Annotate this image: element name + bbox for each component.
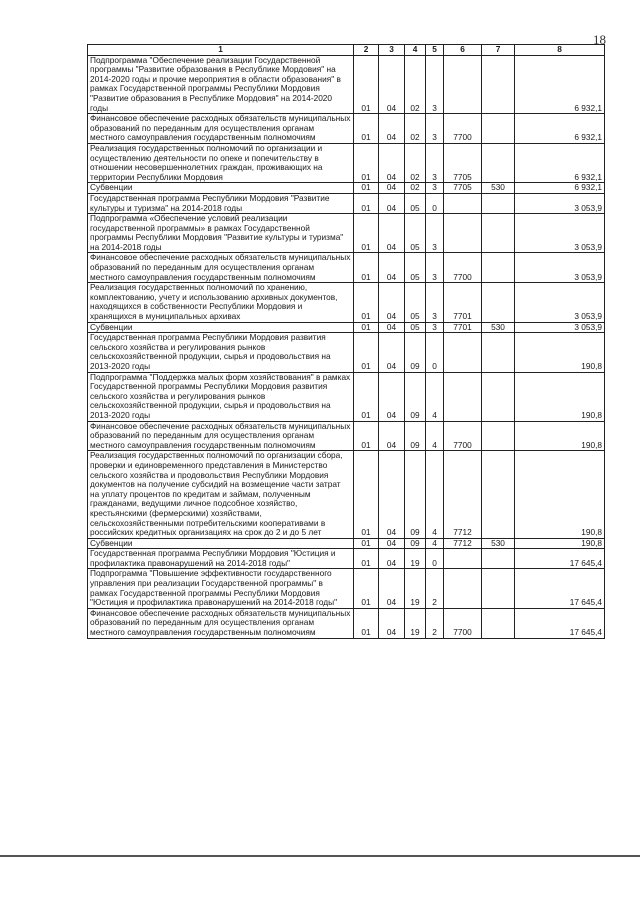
row-code-cell: 05 [405,214,426,253]
row-code-cell: 04 [379,608,405,638]
row-code-cell [444,333,482,372]
row-amount-cell: 190,8 [515,372,605,421]
row-code-cell: 0 [426,333,444,372]
row-code-cell: 01 [354,193,379,213]
row-code-cell: 04 [379,214,405,253]
table-row [88,372,605,421]
row-code-cell: 01 [354,451,379,538]
row-name-cell: Реализация государственных полномочий по организации сбора, проверки и единовременного представления в Министерство сельского хозяйства и продовольствия Республики Мордовия документов на получение субсидий на возмещение части затрат на уплату процентов по кредитам и займам, полученным гражданами, ведущими личное подсобное хозяйство, крестьянскими (фермерскими) хозяйствами, сельскохозяйственными потребительскими кооперативами в российских кредитных организациях на срок до 2 и до 5 лет [88,451,354,538]
row-code-cell: 05 [405,322,426,333]
row-code-cell: 01 [354,372,379,421]
row-amount-cell: 17 645,4 [515,569,605,608]
row-code-cell: 01 [354,253,379,283]
row-code-cell [482,421,515,451]
row-code-cell [482,569,515,608]
table-row [88,214,605,253]
row-code-cell: 7712 [444,538,482,549]
row-code-cell: 19 [405,569,426,608]
row-amount-cell: 17 645,4 [515,608,605,638]
row-code-cell: 04 [379,253,405,283]
row-code-cell: 02 [405,143,426,182]
row-code-cell: 3 [426,55,444,114]
column-header: 5 [426,45,444,56]
row-code-cell: 3 [426,253,444,283]
row-amount-cell: 190,8 [515,333,605,372]
row-amount-cell: 190,8 [515,451,605,538]
row-code-cell [444,549,482,569]
row-code-cell: 04 [379,538,405,549]
row-name-cell: Государственная программа Республики Мордовия развития сельского хозяйства и регулирования рынков сельскохозяйственной продукции, сырья и продовольствия на 2013-2020 годы [88,333,354,372]
row-name-cell: Финансовое обеспечение расходных обязательств муниципальных образований по переданным для осуществления органам местного самоуправления государственным полномочиям [88,421,354,451]
table-row [88,193,605,213]
row-code-cell: 09 [405,421,426,451]
column-header: 7 [482,45,515,56]
row-name-cell: Субвенции [88,183,354,194]
row-amount-cell: 3 053,9 [515,193,605,213]
row-code-cell: 2 [426,569,444,608]
row-amount-cell: 6 932,1 [515,55,605,114]
row-code-cell: 4 [426,421,444,451]
row-amount-cell: 190,8 [515,421,605,451]
row-code-cell [482,55,515,114]
row-code-cell: 530 [482,322,515,333]
row-code-cell: 05 [405,193,426,213]
row-code-cell [482,451,515,538]
row-code-cell [482,608,515,638]
row-code-cell [482,214,515,253]
budget-table [87,44,605,639]
row-name-cell: Подпрограмма "Обеспечение реализации Государственной программы "Развитие образования в Республике Мордовия" на 2014-2020 годы и прочие мероприятия в области образования" в рамках Государственной программы Республики Мордовия "Развитие образования в Республике Мордовия" на 2014-2020 годы [88,55,354,114]
row-code-cell [444,55,482,114]
row-code-cell [482,372,515,421]
row-code-cell: 3 [426,183,444,194]
column-header: 4 [405,45,426,56]
row-code-cell [444,193,482,213]
row-name-cell: Государственная программа Республики Мордовия "Развитие культуры и туризма" на 2014-2018 годы [88,193,354,213]
column-header: 2 [354,45,379,56]
column-header: 6 [444,45,482,56]
row-code-cell: 04 [379,372,405,421]
row-name-cell: Подпрограмма "Повышение эффективности государственного управления при реализации Государственной программы" в рамках Государственной программы Республики Мордовия "Юстиция и профилактика правонарушений на 2014-2018 годы" [88,569,354,608]
row-code-cell: 09 [405,451,426,538]
table-row [88,421,605,451]
row-code-cell: 09 [405,333,426,372]
table-row [88,114,605,144]
row-code-cell: 04 [379,451,405,538]
row-code-cell: 04 [379,421,405,451]
row-code-cell: 7700 [444,253,482,283]
row-code-cell: 7701 [444,283,482,322]
column-header: 3 [379,45,405,56]
row-code-cell: 04 [379,143,405,182]
row-amount-cell: 17 645,4 [515,549,605,569]
row-code-cell: 7705 [444,143,482,182]
row-amount-cell: 6 932,1 [515,143,605,182]
row-code-cell: 0 [426,193,444,213]
row-code-cell: 7701 [444,322,482,333]
row-code-cell: 04 [379,569,405,608]
row-code-cell: 04 [379,193,405,213]
page-number: 18 [593,32,606,47]
row-code-cell: 01 [354,283,379,322]
row-amount-cell: 3 053,9 [515,253,605,283]
table-row [88,143,605,182]
row-name-cell: Субвенции [88,322,354,333]
table-header-row [88,45,605,56]
row-code-cell: 04 [379,333,405,372]
row-code-cell [482,333,515,372]
row-code-cell: 0 [426,549,444,569]
row-name-cell: Финансовое обеспечение расходных обязательств муниципальных образований по переданным для осуществления органам местного самоуправления государственным полномочиям [88,608,354,638]
row-code-cell [482,253,515,283]
row-code-cell [482,283,515,322]
row-code-cell: 3 [426,214,444,253]
row-code-cell: 01 [354,55,379,114]
row-code-cell: 04 [379,322,405,333]
row-code-cell: 04 [379,549,405,569]
row-name-cell: Подпрограмма «Обеспечение условий реализации государственной программы» в рамках Государственной программы Республики Мордовия "Развитие культуры и туризма" на 2014-2018 годы [88,214,354,253]
row-code-cell: 01 [354,333,379,372]
column-header: 1 [88,45,354,56]
table-row [88,253,605,283]
row-code-cell: 01 [354,214,379,253]
row-code-cell: 4 [426,538,444,549]
row-name-cell: Реализация государственных полномочий по организации и осуществлению деятельности по опеке и попечительству в отношении несовершеннолетних граждан, проживающих на территории Республики Мордовия [88,143,354,182]
row-name-cell: Финансовое обеспечение расходных обязательств муниципальных образований по переданным для осуществления органам местного самоуправления государственным полномочиям [88,114,354,144]
row-code-cell: 01 [354,608,379,638]
row-code-cell: 04 [379,283,405,322]
row-amount-cell: 3 053,9 [515,283,605,322]
row-code-cell: 04 [379,55,405,114]
row-code-cell: 7712 [444,451,482,538]
table-row [88,549,605,569]
row-code-cell: 2 [426,608,444,638]
row-code-cell: 02 [405,55,426,114]
row-code-cell [444,214,482,253]
row-code-cell: 01 [354,322,379,333]
row-code-cell [482,143,515,182]
row-code-cell: 7700 [444,421,482,451]
row-code-cell [482,193,515,213]
row-name-cell: Подпрограмма "Поддержка малых форм хозяйствования" в рамках Государственной программы Республики Мордовия развития сельского хозяйства и регулирования рынков сельскохозяйственной продукции, сырья и продовольствия на 2013-2020 годы [88,372,354,421]
row-code-cell: 01 [354,538,379,549]
row-amount-cell: 6 932,1 [515,183,605,194]
row-code-cell: 01 [354,143,379,182]
row-code-cell: 01 [354,421,379,451]
row-code-cell: 05 [405,283,426,322]
row-code-cell: 3 [426,114,444,144]
table-row [88,451,605,538]
table-row [88,569,605,608]
row-code-cell: 7700 [444,114,482,144]
row-amount-cell: 3 053,9 [515,214,605,253]
row-code-cell [444,372,482,421]
row-code-cell: 01 [354,183,379,194]
row-amount-cell: 6 932,1 [515,114,605,144]
table-row [88,322,605,333]
row-code-cell: 02 [405,114,426,144]
row-code-cell: 04 [379,183,405,194]
row-name-cell: Государственная программа Республики Мордовия "Юстиция и профилактика правонарушений на 2014-2018 годы" [88,549,354,569]
row-amount-cell: 3 053,9 [515,322,605,333]
row-code-cell: 7705 [444,183,482,194]
row-code-cell: 05 [405,253,426,283]
table-row [88,538,605,549]
row-code-cell: 09 [405,538,426,549]
row-name-cell: Финансовое обеспечение расходных обязательств муниципальных образований по переданным для осуществления органам местного самоуправления государственным полномочиям [88,253,354,283]
row-code-cell: 19 [405,549,426,569]
row-code-cell [482,549,515,569]
row-code-cell [444,569,482,608]
table-row [88,183,605,194]
row-code-cell: 19 [405,608,426,638]
table-row [88,283,605,322]
row-code-cell: 01 [354,569,379,608]
table-row [88,608,605,638]
row-name-cell: Субвенции [88,538,354,549]
row-code-cell: 02 [405,183,426,194]
row-code-cell: 530 [482,183,515,194]
row-code-cell: 4 [426,372,444,421]
row-code-cell [482,114,515,144]
row-code-cell: 3 [426,322,444,333]
row-code-cell: 3 [426,143,444,182]
row-code-cell: 530 [482,538,515,549]
row-code-cell: 09 [405,372,426,421]
page-bottom-edge [0,855,640,857]
row-code-cell: 01 [354,114,379,144]
table-row [88,333,605,372]
row-code-cell: 04 [379,114,405,144]
row-code-cell: 01 [354,549,379,569]
table-row [88,55,605,114]
column-header: 8 [515,45,605,56]
row-amount-cell: 190,8 [515,538,605,549]
row-name-cell: Реализация государственных полномочий по хранению, комплектованию, учету и использованию архивных документов, находящихся в собственности Республики Мордовия и хранящихся в муниципальных архивах [88,283,354,322]
row-code-cell: 7700 [444,608,482,638]
row-code-cell: 3 [426,283,444,322]
row-code-cell: 4 [426,451,444,538]
